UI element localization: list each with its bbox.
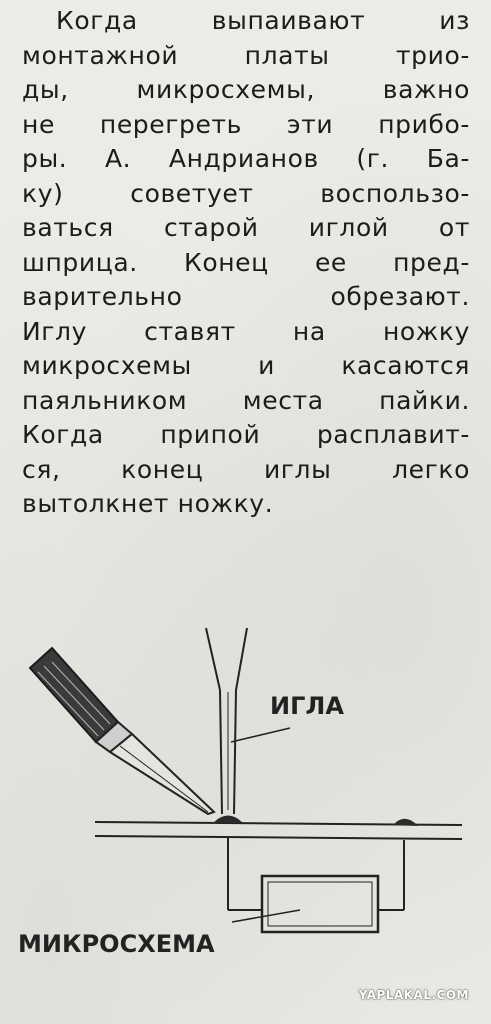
solder-joint-left [213, 816, 243, 824]
article-text [22, 4, 470, 522]
article-line: варительно обрезают. [22, 282, 470, 311]
article-line: ваться старой иглой от [22, 213, 470, 242]
article-line: паяльником места пайки. [22, 385, 470, 415]
watermark: YAPLAKAL.COM [358, 988, 469, 1002]
solder-joint-right [393, 819, 418, 826]
microchip-body [262, 876, 378, 932]
article-line: ды, микросхемы, важно [22, 75, 470, 104]
article-line: не перегреть эти прибо- [22, 109, 470, 139]
chip-label: МИКРОСХЕМА [18, 930, 215, 958]
needle-label: ИГЛА [270, 692, 344, 720]
article-line: ку) советует воспользо- [22, 178, 470, 208]
article-line: шприца. Конец ее пред- [22, 247, 470, 277]
article-line: Когда выпаивают из [56, 6, 470, 35]
article-line: Иглу ставят на ножку [22, 316, 470, 346]
desoldering-diagram [0, 600, 491, 1000]
article-line: монтажной платы трио- [22, 40, 470, 70]
article-line: ся, конец иглы легко [22, 454, 470, 484]
needle-pointer [231, 728, 290, 742]
article-line: вытолкнет ножку. [22, 489, 274, 518]
chip-pointer [232, 910, 300, 922]
article-line: Когда припой расплавит- [22, 420, 470, 449]
soldering-iron [30, 648, 214, 814]
article-line: микросхемы и касаются [22, 351, 470, 380]
article-line: ры. А. Андрианов (г. Ба- [22, 144, 470, 173]
syringe-needle [206, 628, 247, 814]
